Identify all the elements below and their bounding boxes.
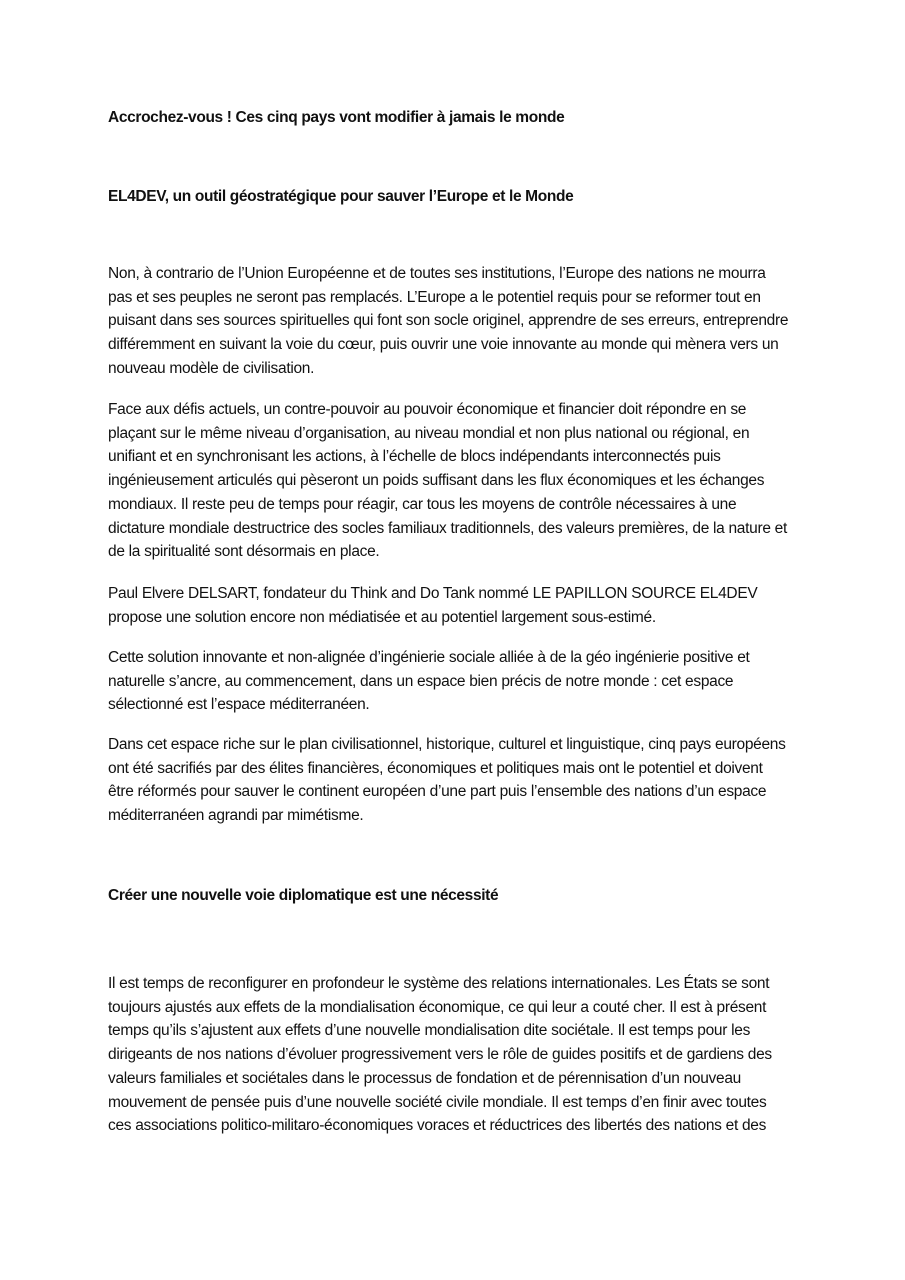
paragraph-line: toujours ajustés aux effets de la mondialisation économique, ce qui leur a couté cher. Il est à présent bbox=[108, 998, 767, 1016]
paragraph-line: mouvement de pensée puis d’une nouvelle société civile mondiale. Il est temps d’en finir avec toutes bbox=[108, 1093, 767, 1111]
paragraph-line: sélectionné est l’espace méditerranéen. bbox=[108, 696, 370, 714]
paragraph-line: dictature mondiale destructrice des socles familiaux traditionnels, des valeurs premières, de la nature et bbox=[108, 519, 787, 537]
paragraph-line: Face aux défis actuels, un contre-pouvoir au pouvoir économique et financier doit répondre en se bbox=[108, 401, 747, 418]
paragraph-line: plaçant sur le même niveau d’organisation, au niveau mondial et non plus national ou régional, en bbox=[108, 424, 750, 442]
paragraph-line: mondiaux. Il reste peu de temps pour réagir, car tous les moyens de contrôle nécessaires à une bbox=[108, 495, 737, 513]
document-subtitle: EL4DEV, un outil géostratégique pour sauver l’Europe et le Monde bbox=[108, 188, 574, 205]
paragraph-founder bbox=[108, 582, 800, 629]
paragraph-line: unifiant et en synchronisant les actions, à l’échelle de blocs indépendants interconnectés puis bbox=[108, 448, 721, 466]
paragraph-intro bbox=[108, 262, 800, 381]
paragraph-line: dirigeants de nos nations d’évoluer progressivement vers le rôle de guides positifs et de gardiens des bbox=[108, 1046, 772, 1064]
paragraph-line: naturelle s’ancre, au commencement, dans un espace bien précis de notre monde : cet espace bbox=[108, 672, 734, 690]
paragraph-line: ces associations politico-militaro-économiques voraces et réductrices des libertés des nations et des bbox=[108, 1117, 767, 1135]
paragraph-line: valeurs familiales et sociétales dans le processus de fondation et de pérennisation d’un nouveau bbox=[108, 1069, 741, 1087]
paragraph-line: de la spiritualité sont désormais en place. bbox=[108, 543, 380, 561]
paragraph-five-countries bbox=[108, 733, 800, 828]
paragraph-line: méditerranéen agrandi par mimétisme. bbox=[108, 807, 364, 825]
paragraph-line: pas et ses peuples ne seront pas remplacés. L’Europe a le potentiel requis pour se reformer tout en bbox=[108, 288, 761, 306]
paragraph-challenges bbox=[108, 398, 800, 564]
paragraph-line: Dans cet espace riche sur le plan civilisationnel, historique, culturel et linguistique, cinq pays européens bbox=[108, 736, 786, 753]
paragraph-line: Cette solution innovante et non-alignée d’ingénierie sociale alliée à de la géo ingénierie positive et bbox=[108, 649, 750, 666]
paragraph-line: nouveau modèle de civilisation. bbox=[108, 359, 315, 377]
paragraph-line: puisant dans ses sources spirituelles qui font son socle originel, apprendre de ses erreurs, entreprendre bbox=[108, 312, 789, 330]
paragraph-solution bbox=[108, 646, 800, 717]
document-title: Accrochez-vous ! Ces cinq pays vont modifier à jamais le monde bbox=[108, 109, 565, 126]
paragraph-line: propose une solution encore non médiatisée et au potentiel largement sous-estimé. bbox=[108, 608, 656, 626]
paragraph-line: Il est temps de reconfigurer en profondeur le système des relations internationales. Les États se sont bbox=[108, 975, 770, 992]
section-heading: Créer une nouvelle voie diplomatique est une nécessité bbox=[108, 887, 499, 904]
paragraph-line: Paul Elvere DELSART, fondateur du Think and Do Tank nommé LE PAPILLON SOURCE EL4DEV bbox=[108, 585, 758, 602]
paragraph-line: ingénieusement articulés qui pèseront un poids suffisant dans les flux économiques et les échanges bbox=[108, 472, 765, 490]
paragraph-line: temps qu’ils s’ajustent aux effets d’une nouvelle mondialisation dite sociétale. Il est temps pour les bbox=[108, 1022, 751, 1040]
paragraph-diplomacy bbox=[108, 972, 800, 1138]
paragraph-line: Non, à contrario de l’Union Européenne et de toutes ses institutions, l’Europe des nations ne mourra bbox=[108, 265, 766, 282]
paragraph-line: ont été sacrifiés par des élites financières, économiques et politiques mais ont le potentiel et doivent bbox=[108, 759, 763, 777]
paragraph-line: différemment en suivant la voie du cœur, puis ouvrir une voie innovante au monde qui mènera vers un bbox=[108, 336, 779, 354]
paragraph-line: être réformés pour sauver le continent européen d’une part puis l’ensemble des nations d’un espace bbox=[108, 783, 767, 801]
